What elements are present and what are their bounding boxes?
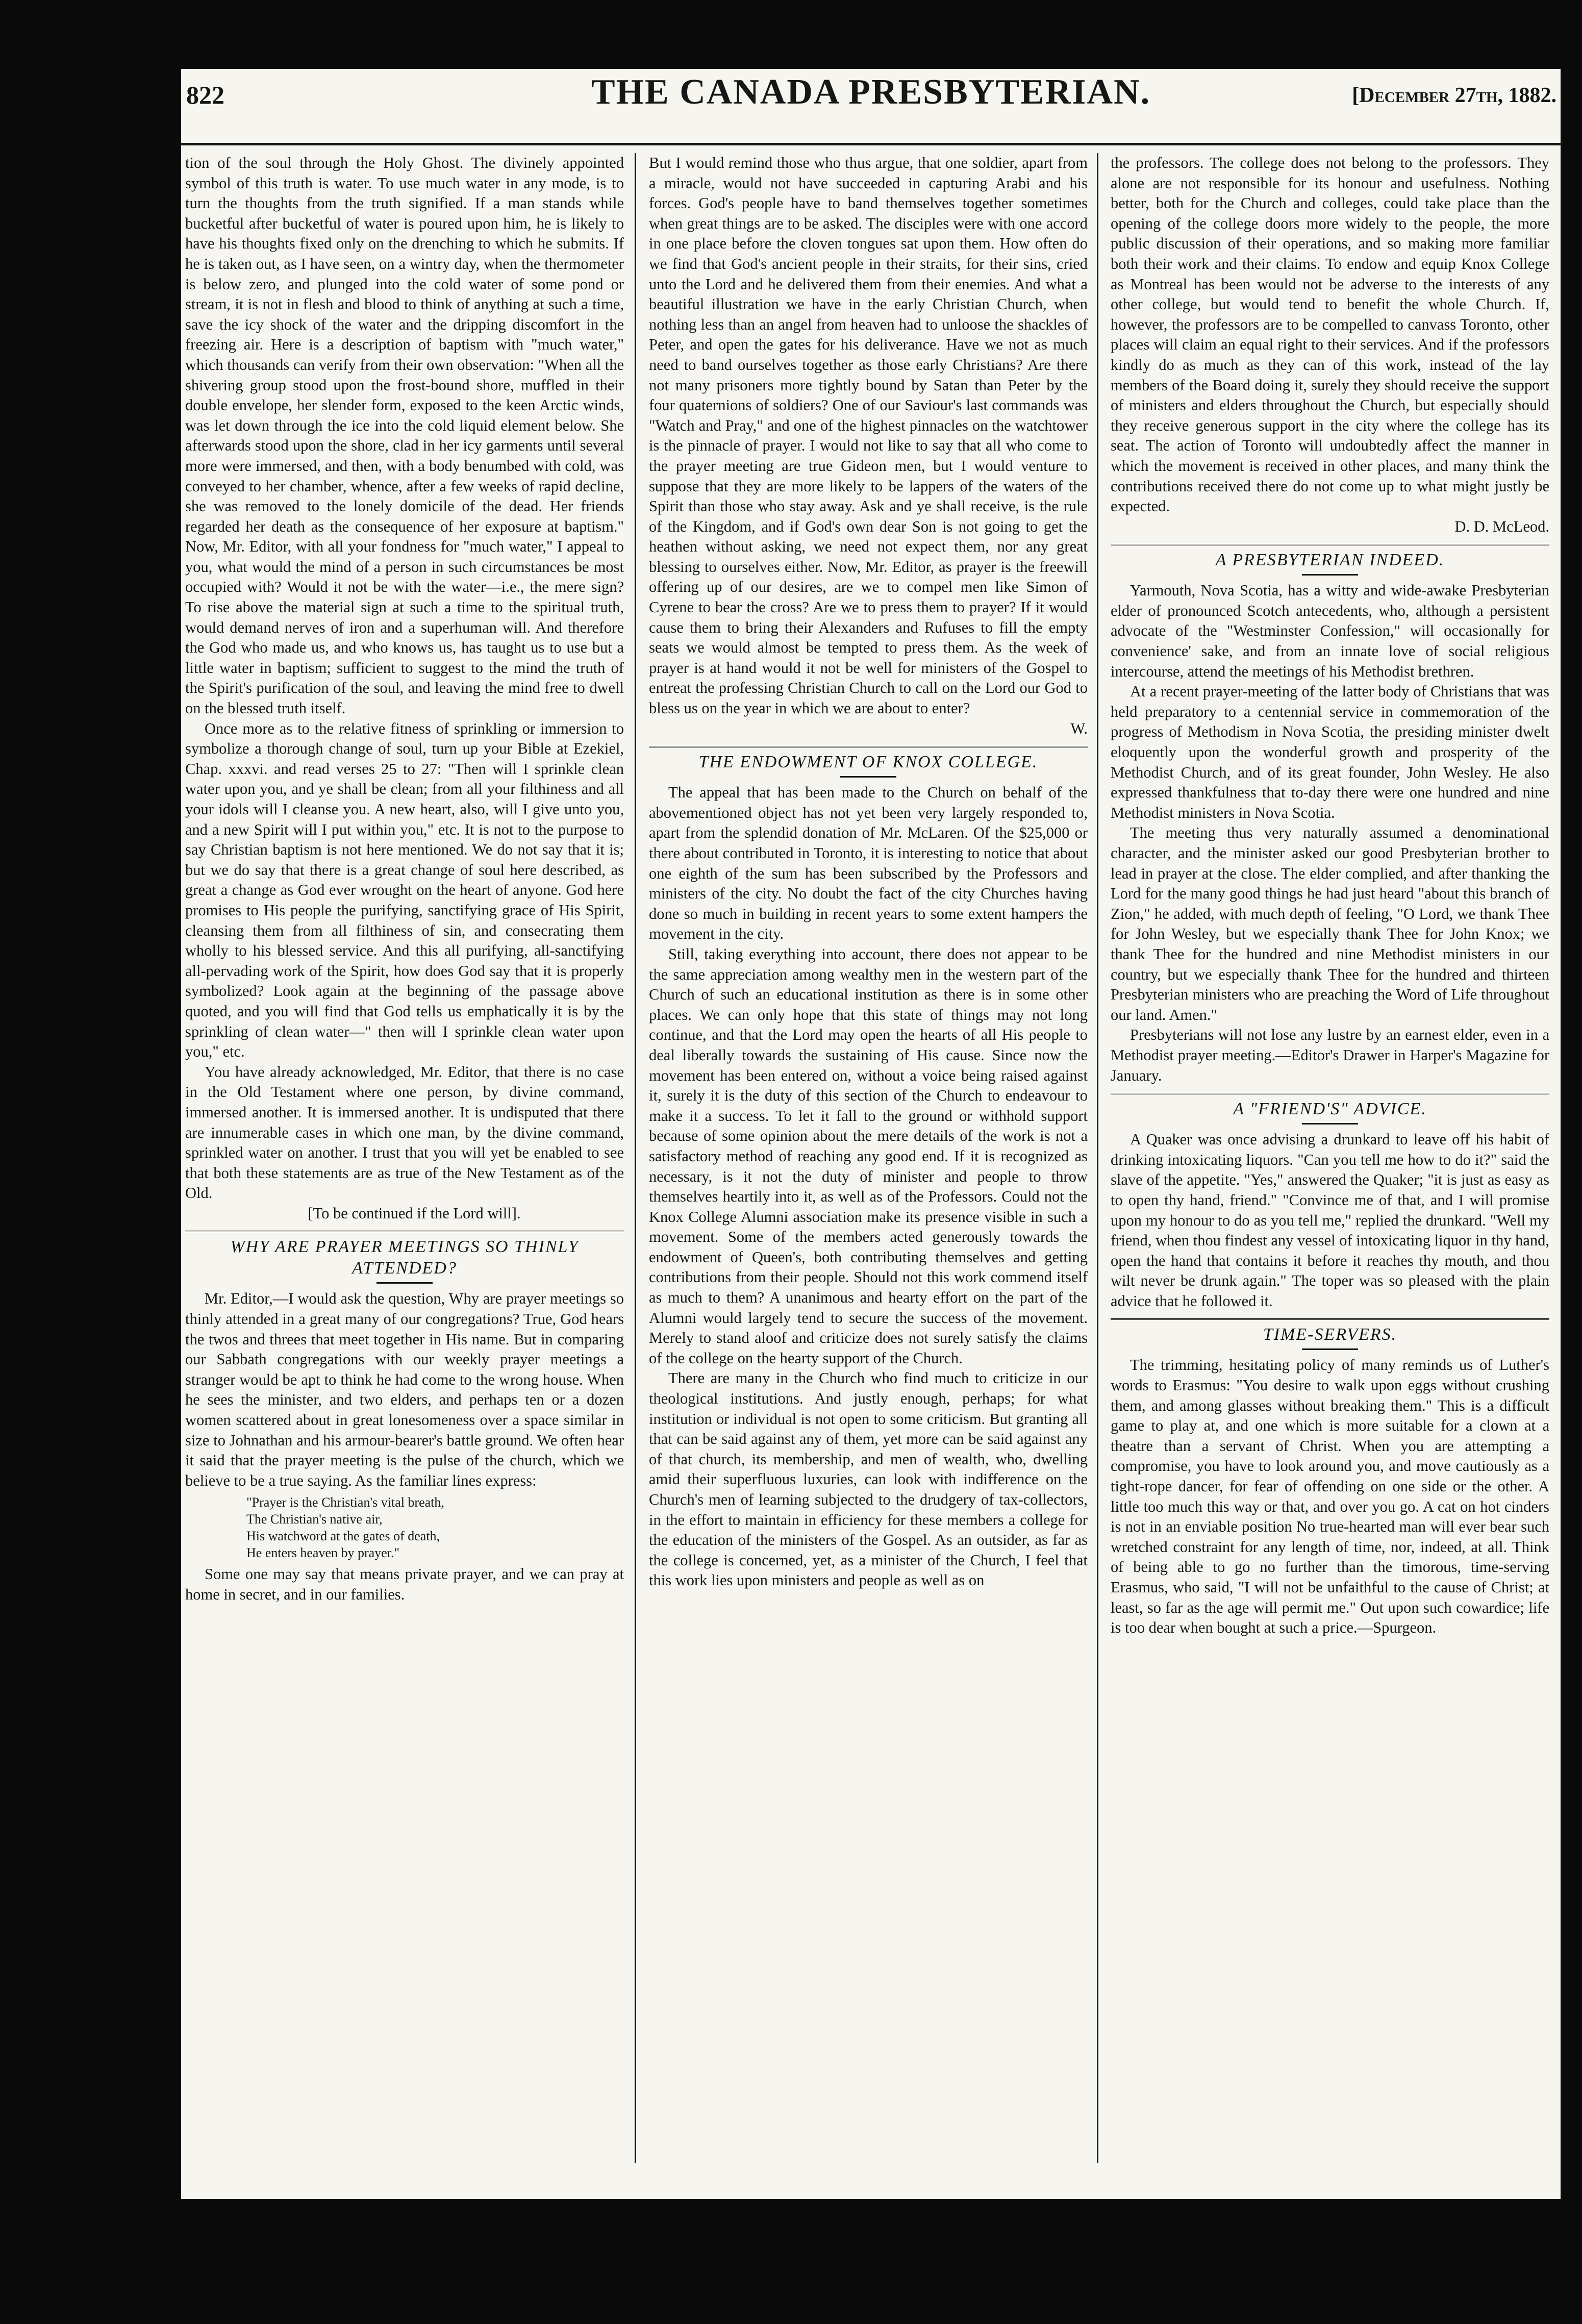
heading-text: WHY ARE PRAYER MEETINGS SO THINLY ATTENDED? xyxy=(230,1237,579,1278)
column-1 xyxy=(185,153,624,2168)
section-heading xyxy=(1111,1318,1549,1350)
poem-line: He enters heaven by prayer." xyxy=(246,1545,400,1561)
signature-line xyxy=(1111,517,1549,537)
signature-author: W. xyxy=(1070,719,1088,737)
heading-text: A PRESBYTERIAN INDEED. xyxy=(1215,551,1445,570)
poem-line: His watchword at the gates of death, xyxy=(246,1529,440,1544)
article-paragraph: But I would remind those who thus argue, that one soldier, apart from a miracle, would not have succeeded in capturing Arabi and his forces. God's people have to band themselves together sometimes when great things are to be asked. The disciples were with one accord in one place before the cloven tongues sat upon them. How often do we find that God's ancient people in their straits, for their sins, cried unto the Lord and he delivered them from their enemies. And what a beautiful illustration we have in the early Christian Church, when nothing less than an angel from heaven had to unloose the shackles of Peter, and open the gates for his deliverance. Have we not as much need to band ourselves together as those early Christians? Are there not many prisoners more tightly bound by Satan than Peter by the four quaternions of soldiers? One of our Saviour's last commands was "Watch and Pray," and one of the highest pinnacles on the watchtower is the pinnacle of prayer. I would not like to say that all who come to the prayer meeting are true Gideon men, but I would venture to suppose that they are more likely to be lappers of the waters of the Spirit than those who stay away. Ask and ye shall receive, is the rule of the Kingdom, and if God's own dear Son is not going to get the heathen without asking, we need not expect them, nor any great blessing to ourselves either. Now, Mr. Editor, as prayer is the freewill offering up of our desires, are we to compel men like Simon of Cyrene to bear the cross? Are we to press them to prayer? If it would cause them to bring their Alexanders and Rufuses to fill the empty seats we would almost be tempted to press them. As the week of prayer is at hand would it not be well for ministers of the Gospel to entreat the professing Christian Church to call on the Lord our God to bless us on the year in which we are about to enter? xyxy=(649,154,1088,717)
heading-rule xyxy=(376,1282,433,1284)
heading-text: A "FRIEND'S" ADVICE. xyxy=(1233,1099,1427,1119)
heading-rule xyxy=(840,776,896,778)
masthead xyxy=(181,69,1561,145)
heading-text: TIME-SERVERS. xyxy=(1263,1325,1397,1344)
section-heading xyxy=(649,746,1088,778)
article-paragraph: Once more as to the relative fitness of sprinkling or immersion to symbolize a thorough change of soul, turn up your Bible at Ezekiel, Chap. xxxvi. and read verses 25 to 27: "Then will I sprinkle clean water upon you, and ye shall be clean; from all your filthiness and all your idols will I cleanse you. A new heart, also, will I give unto you, and a new Spirit will I put within you," etc. It is not to the purpose to say Christian baptism is not here mentioned. We do not say that it is; but we do say that there is a great change of soul here described, as great a change as God ever wrought on the heart of anyone. God here promises to His people the purifying, sanctifying grace of His Spirit, cleansing them from all filthiness of sin, and consecrating them wholly to his blessed service. And this all purifying, all-sanctifying all-pervading work of the Spirit, how does God say that it is properly symbolized? Look again at the beginning of the passage above quoted, and you will find that God tells us emphatically it is by the sprinkling of clean water—" then will I sprinkle clean water upon you," etc. xyxy=(185,719,624,1061)
article-paragraph: A Quaker was once advising a drunkard to leave off his habit of drinking intoxicating liquors. "Can you tell me how to do it?" said the slave of the appetite. "Yes," answered the Quaker; "it is just as easy as to open thy hand, friend." "Convince me of that, and I will promise upon my honour to do as you tell me," replied the drunkard. "Well my friend, when thou findest any vessel of intoxicating liquor in thy hand, open the hand that contains it before it reaches thy mouth, and thou wilt never be drunk again." The toper was so pleased with the plain advice that he followed it. xyxy=(1111,1131,1549,1310)
page-number: 822 xyxy=(186,81,224,109)
signature-author: D. D. McLeod. xyxy=(1454,517,1549,535)
poem-line: "Prayer is the Christian's vital breath, xyxy=(246,1495,444,1510)
poem-line: The Christian's native air, xyxy=(246,1512,383,1527)
article-paragraph: tion of the soul through the Holy Ghost. The divinely appointed symbol of this truth is water. To use much water in any mode, is to turn the thoughts from the truth signified. If a man stands while bucketful after bucketful of water is poured upon him, he is likely to have his thoughts fixed only on the drenching to which he submits. If he is taken out, as I have seen, on a wintry day, when the thermometer is below zero, and plunged into the cold water of some pond or stream, it is not in flesh and blood to think of anything at such a time, save the icy shock of the water and the dripping discomfort in the freezing air. Here is a description of baptism with "much water," which thousands can verify from their own observation: "When all the shivering group stood upon the frost-bound shore, muffled in their double envelope, her slender form, exposed to the keen Arctic winds, was let down through the ice into the cold liquid element below. She afterwards stood upon the shore, clad in her icy garments until several more were immersed, and then, with a body benumbed with cold, was conveyed to her chamber, whence, after a few weeks of rapid decline, she was removed to the lonely domicile of the dead. Her friends regarded her death as the consequence of her exposure at baptism." Now, Mr. Editor, with all your fondness for "much water," I appeal to you, what would the mind of a person in such circumstances be most occupied with? Would it not be with the water—i.e., the mere sign? To rise above the material sign at such a time to the spiritual truth, would demand nerves of iron and a superhuman will. And therefore the God who made us, and who knows us, has taught us to use but a little water in baptism; sufficient to suggest to the mind the truth of the Spirit's purification of the soul, and leaving the mind free to dwell on the blessed truth itself. xyxy=(185,154,624,717)
heading-rule xyxy=(1302,1123,1358,1124)
column-3 xyxy=(1111,153,1549,2168)
article-paragraph: Still, taking everything into account, there does not appear to be the same appreciation among wealthy men in the western part of the Church of such an educational institution as there is in some other places. We can only hope that this state of things may not long continue, and that the Lord may open the hearts of all His people to deal liberally towards the sustaining of His cause. Since now the movement has been entered on, without a voice being raised against it, surely it is the duty of this section of the Church to endeavour to make it a success. To let it fall to the ground or withhold support because of some opinion about the mere details of the work is not a satisfactory method of reaching any good end. If it is recognized as necessary, is it not the duty of minister and people to throw themselves heartily into it, as well as of the Professors. Could not the Knox College Alumni association make its presence visible in such a movement. Some of the members acted generously towards the endowment of Queen's, both contributing themselves and getting contributions from their people. Should not this work commend itself as much to them? A unanimous and hearty effort on the part of the Alumni would largely tend to secure the success of the movement. Merely to stand aloof and criticize does not surely satisfy the claims of the college on the hearty support of the Church. xyxy=(649,945,1088,1367)
section-heading xyxy=(1111,544,1549,576)
column-rule-1 xyxy=(635,153,636,2163)
article-paragraph: the professors. The college does not belong to the professors. They alone are not responsible for its honour and usefulness. Nothing better, both for the Church and colleges, could take place than the opening of the college doors more widely to the people, the more public discussion of their operations, and so making more familiar both their work and their claims. To endow and equip Knox College as Montreal has been would not be adverse to the interests of any other college, but would tend to benefit the whole Church. If, however, the professors are to be compelled to canvass Toronto, other places will claim an equal right to their services. And if the professors kindly do as much as they can of this work, instead of the lay members of the Board doing it, surely they should receive the support of ministers and elders throughout the Church, but especially should they receive generous support in the city where the college has its seat. The action of Toronto will undoubtedly affect the manner in which the movement is received in other places, and many think the contributions received there do not come up to what might justly be expected. xyxy=(1111,154,1549,515)
heading-text: THE ENDOWMENT OF KNOX COLLEGE. xyxy=(698,753,1038,772)
article-paragraph: Some one may say that means private prayer, and we can pray at home in secret, and in our families. xyxy=(185,1565,624,1603)
article-paragraph: The trimming, hesitating policy of many reminds us of Luther's words to Erasmus: "You desire to walk upon eggs without crushing them, and among glasses without breaking them." This is a difficult game to play at, and one which is more suitable for a clown at a theatre than a servant of Christ. When you are attempting a compromise, you have to look around you, and move cautiously as a tight-rope dancer, for fear of offending on one side or the other. A little too much this way or that, and over you go. A cat on hot cinders is not in an enviable position No true-hearted man will ever bear such wretched constraint for any length of time, nor, indeed, at all. Think of being able to go no further than the timorous, time-serving Erasmus, who said, "I will not be unfaithful to the cause of Christ; at least, so far as the age will permit me." Out upon such cowardice; life is too dear when bought at such a price.—Spurgeon. xyxy=(1111,1356,1549,1637)
section-heading xyxy=(1111,1093,1549,1124)
article-paragraph: Yarmouth, Nova Scotia, has a witty and wide-awake Presbyterian elder of pronounced Scotch antecedents, who, although a persistent advocate of the "Westminster Confession," will occasionally for convenience' sake, and from an innate love of social religious intercourse, attend the meetings of his Methodist brethren. xyxy=(1111,582,1549,680)
article-paragraph: There are many in the Church who find much to criticize in our theological institutions. And justly enough, perhaps; for what institution or individual is not open to some criticism. But granting all that can be said against any of them, yet more can be said against any of that church, its membership, and men of wealth, who, dwelling amid their superfluous luxuries, can look with indifference on the Church's men of learning subjected to the drudgery of tax-collectors, in the effort to maintain in efficiency for these members a college for the education of the ministers of the Gospel. As an outsider, as far as the college is concerned, yet, as a minister of the Church, I feel that this work lies upon ministers and people as well as on xyxy=(649,1369,1088,1589)
article-paragraph: At a recent prayer-meeting of the latter body of Christians that was held preparatory to a centennial service in commemoration of the progress of Methodism in Nova Scotia, the presiding minister dwelt eloquently upon the wonderful growth and prosperity of the Methodist Church, and of its great founder, John Wesley. He also expressed thankfulness that to-day there were one hundred and nine Methodist ministers in Nova Scotia. xyxy=(1111,683,1549,821)
continued-note: [To be continued if the Lord will]. xyxy=(308,1204,521,1222)
article-paragraph: The appeal that has been made to the Church on behalf of the abovementioned object has not yet been very largely responded to, apart from the splendid donation of Mr. McLaren. Of the $25,000 or there about contributed in Toronto, it is interesting to notice that about one eighth of the sum has been subscribed by the Professors and ministers of the city. No doubt the fact of the city Churches having done so much in building in recent years to some extent hampers the movement in the city. xyxy=(649,784,1088,943)
article-paragraph: The meeting thus very naturally assumed a denominational character, and the minister asked our good Presbyterian brother to lead in prayer at the close. The elder complied, and after thanking the Lord for the many good things he had just heard "about this branch of Zion," he added, with much depth of feeling, "O Lord, we thank Thee for John Wesley, but we especially thank Thee for John Knox; we thank Thee for the hundred and nine Methodist ministers in our country, but we especially thank Thee for the hundred and thirteen Presbyterian ministers who are preaching the Word of Life throughout our land. Amen." xyxy=(1111,824,1549,1023)
column-rule-2 xyxy=(1097,153,1098,2163)
poem-quote xyxy=(246,1494,624,1561)
newspaper-sheet xyxy=(181,69,1561,2199)
section-heading xyxy=(185,1231,624,1284)
article-paragraph: Presbyterians will not lose any lustre by an earnest elder, even in a Methodist prayer meeting.—Editor's Drawer in Harper's Magazine for January. xyxy=(1111,1026,1549,1084)
signature-line xyxy=(649,719,1088,739)
heading-rule xyxy=(1302,574,1358,576)
issue-date: [December 27th, 1882. xyxy=(1352,84,1556,107)
article-paragraph: Mr. Editor,—I would ask the question, Why are prayer meetings so thinly attended in a great many of our congregations? True, God hears the twos and threes that meet together in His name. But in comparing our Sabbath congregations with our weekly prayer meetings a stranger would be apt to think he had come to the wrong house. When he sees the minister, and two elders, and perhaps ten or a dozen women scattered about in great lonesomeness over a space similar in size to Johnathan and his armour-bearer's battle ground. We often hear it said that the prayer meeting is the pulse of the church, which we believe to be a true saying. As the familiar lines express: xyxy=(185,1290,624,1489)
newspaper-title: THE CANADA PRESBYTERIAN. xyxy=(591,72,1151,112)
column-2 xyxy=(649,153,1088,2168)
article-paragraph: You have already acknowledged, Mr. Editor, that there is no case in the Old Testament where one person, by divine command, immersed another. It is immersed another. It is undisputed that there are innumerable cases in which one man, by the divine command, sprinkled water on another. I trust that you will yet be enabled to see that both these statements are as true of the New Testament as of the Old. xyxy=(185,1063,624,1202)
heading-rule xyxy=(1302,1348,1358,1350)
